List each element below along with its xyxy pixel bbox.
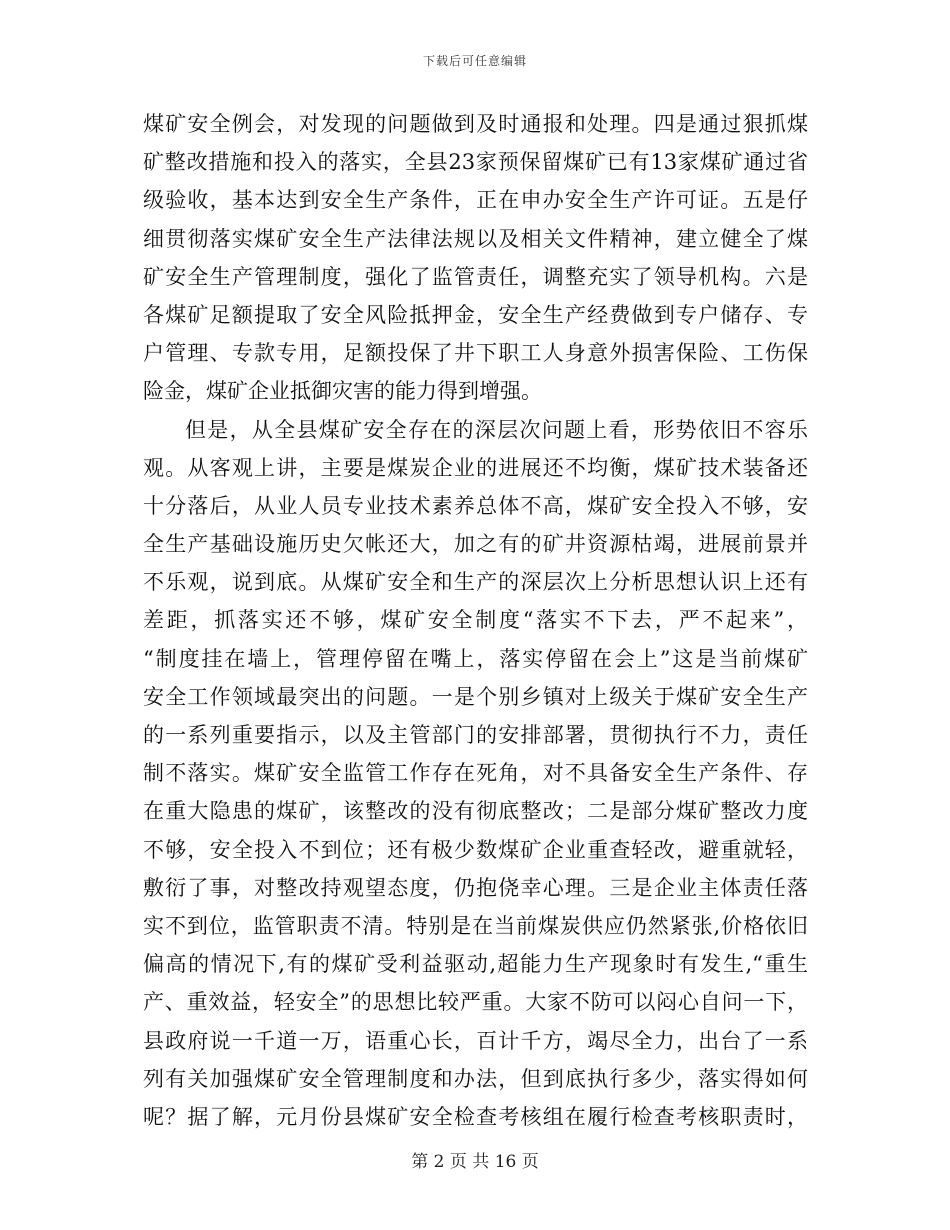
text-line: 不乐观，说到底。从煤矿安全和生产的深层次上分析思想认识上还有 <box>143 570 808 595</box>
text-line: 煤矿安全例会，对发现的问题做到及时通报和处理。四是通过狠抓煤 <box>143 112 808 136</box>
text-line: 全生产基础设施历史欠帐还大，加之有的矿井资源枯竭，进展前景并 <box>143 532 808 557</box>
text-line: 险金，煤矿企业抵御灾害的能力得到增强。 <box>143 379 542 404</box>
text-line: 敷衍了事，对整改持观望态度，仍抱侥幸心理。三是企业主体责任落 <box>143 875 808 900</box>
text-line: 的一系列重要指示，以及主管部门的安排部署，贯彻执行不力，责任 <box>143 723 808 747</box>
text-line: 呢？据了解，元月份县煤矿安全检查考核组在履行检查考核职责时， <box>143 1104 808 1129</box>
text-line: 矿整改措施和投入的落实，全县23家预保留煤矿已有13家煤矿通过省 <box>143 150 808 175</box>
text-line: 十分落后，从业人员专业技术素养总体不高，煤矿安全投入不够，安 <box>143 493 808 518</box>
text-line: “制度挂在墙上，管理停留在嘴上，落实停留在会上”这是当前煤矿 <box>143 646 808 671</box>
text-line: 安全工作领域最突出的问题。一是个别乡镇对上级关于煤矿安全生产 <box>143 684 808 709</box>
text-line: 细贯彻落实煤矿安全生产法律法规以及相关文件精神，建立健全了煤 <box>143 226 808 251</box>
text-line: 制不落实。煤矿安全监管工作存在死角，对不具备安全生产条件、存 <box>143 761 808 786</box>
text-line: 各煤矿足额提取了安全风险抵押金，安全生产经费做到专户储存、专 <box>143 302 808 327</box>
text-line: 级验收，基本达到安全生产条件，正在申办安全生产许可证。五是仔 <box>143 188 808 213</box>
text-line: 差距，抓落实还不够，煤矿安全制度“落实不下去，严不起来”， <box>143 608 808 633</box>
page-header: 下载后可任意编辑 <box>422 54 527 68</box>
text-line: 县政府说一千道一万，语重心长，百计千方，竭尽全力，出台了一系 <box>143 1028 808 1053</box>
text-line: 在重大隐患的煤矿，该整改的没有彻底整改；二是部分煤矿整改力度 <box>143 799 808 824</box>
text-line: 但是，从全县煤矿安全存在的深层次问题上看，形势依旧不容乐 <box>185 417 808 442</box>
document-body <box>143 105 808 1136</box>
text-line: 户管理、专款专用，足额投保了井下职工人身意外损害保险、工伤保 <box>143 341 808 366</box>
text-line: 不够，安全投入不到位；还有极少数煤矿企业重查轻改，避重就轻， <box>143 837 808 862</box>
page-footer: 第 2 页 共 16 页 <box>411 1152 539 1172</box>
text-line: 偏高的情况下,有的煤矿受利益驱动,超能力生产现象时有发生,“重生 <box>143 952 808 977</box>
text-line: 实不到位，监管职责不清。特别是在当前煤炭供应仍然紧张,价格依旧 <box>143 913 808 938</box>
text-line: 观。从客观上讲，主要是煤炭企业的进展还不均衡，煤矿技术装备还 <box>143 455 808 480</box>
text-line: 产、重效益，轻安全”的思想比较严重。大家不防可以闷心自问一下， <box>143 990 808 1015</box>
text-line: 矿安全生产管理制度，强化了监管责任，调整充实了领导机构。六是 <box>143 264 808 289</box>
text-line: 列有关加强煤矿安全管理制度和办法，但到底执行多少，落实得如何 <box>143 1066 808 1091</box>
